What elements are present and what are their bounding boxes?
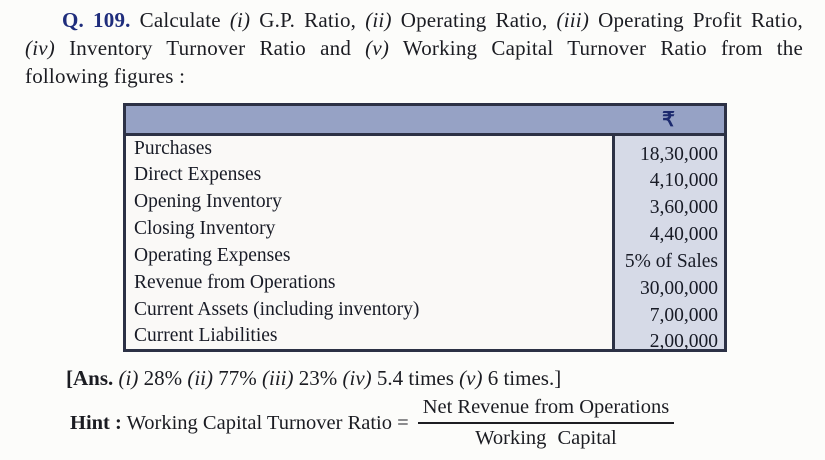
particulars-header-cell [125, 105, 614, 135]
table-header [125, 105, 726, 135]
table-row [125, 189, 726, 216]
row-value-text: 7,00,000 [649, 305, 718, 326]
answer-line [66, 366, 561, 391]
hint-lead-text [70, 412, 409, 435]
row-label: Opening Inventory [125, 189, 614, 216]
text-segment: 28% [138, 366, 188, 390]
text-segment: (iv) [25, 36, 55, 60]
table-row [125, 162, 726, 189]
table-row [125, 216, 726, 243]
row-value [613, 270, 726, 297]
row-value [613, 324, 726, 351]
row-value [613, 297, 726, 324]
text-segment: Hint : [70, 411, 122, 434]
question-line-3 [25, 62, 803, 90]
row-value-text: 30,00,000 [640, 278, 718, 299]
text-segment: (v) [365, 36, 390, 60]
row-value-text: 5% of Sales [624, 251, 718, 272]
text-segment: (iii) [556, 8, 590, 32]
question-line-2 [25, 34, 803, 62]
rupee-header-cell: ₹ [613, 105, 726, 135]
text-segment: Inventory Turnover Ratio and [54, 36, 366, 60]
row-label: Operating Expenses [125, 243, 614, 270]
text-segment: (iii) [262, 366, 294, 390]
fraction-numerator: Net Revenue from Operations [418, 396, 675, 424]
row-label: Purchases [125, 135, 614, 162]
row-label: Closing Inventory [125, 216, 614, 243]
row-value-text: 18,30,000 [640, 143, 718, 165]
hint-fraction [418, 396, 675, 450]
row-value [613, 216, 726, 243]
row-label: Direct Expenses [125, 162, 614, 189]
table-row [125, 135, 726, 162]
text-segment: Working Capital Turnover Ratio = [121, 411, 409, 434]
text-segment: (ii) [187, 366, 213, 390]
text-segment: 5.4 times [371, 366, 460, 390]
row-label: Current Assets (including inventory) [125, 297, 614, 324]
table-row [125, 297, 726, 324]
row-value [613, 243, 726, 270]
figures-table [123, 103, 727, 352]
text-segment: 23% [293, 366, 343, 390]
row-value-text: 4,10,000 [649, 170, 718, 191]
text-segment: G.P. Ratio, [250, 8, 366, 32]
text-segment: (iv) [342, 366, 372, 390]
text-segment: Operating Ratio, [391, 8, 557, 32]
text-segment: Operating Profit Ratio, [589, 8, 803, 32]
text-segment: [Ans. [66, 366, 114, 390]
row-label: Current Liabilities [125, 324, 614, 351]
text-segment: 6 times.] [482, 366, 562, 390]
text-segment: (i) [229, 8, 251, 32]
row-value-text: 2,00,000 [649, 331, 718, 353]
table-header-row [125, 105, 726, 135]
question-line-1 [25, 6, 803, 34]
fraction-denominator: Working Capital [475, 427, 617, 449]
row-label: Revenue from Operations [125, 270, 614, 297]
row-value [613, 189, 726, 216]
text-segment: following figures : [25, 64, 186, 88]
table-row [125, 324, 726, 351]
table-row [125, 243, 726, 270]
text-segment: Calculate [130, 8, 230, 32]
row-value [613, 135, 726, 165]
text-segment: Working Capital Turnover Ratio from the [389, 36, 803, 60]
table-row [125, 270, 726, 297]
text-segment: (v) [459, 366, 483, 390]
row-value-text: 3,60,000 [649, 197, 718, 218]
hint-line [70, 396, 674, 450]
text-segment: 77% [213, 366, 262, 390]
question-paragraph [25, 6, 803, 90]
table-body [125, 135, 726, 351]
text-segment: (ii) [365, 8, 392, 32]
text-segment: (i) [118, 366, 139, 390]
row-value-text: 4,40,000 [649, 224, 718, 245]
text-segment: Q. 109. [62, 8, 131, 32]
